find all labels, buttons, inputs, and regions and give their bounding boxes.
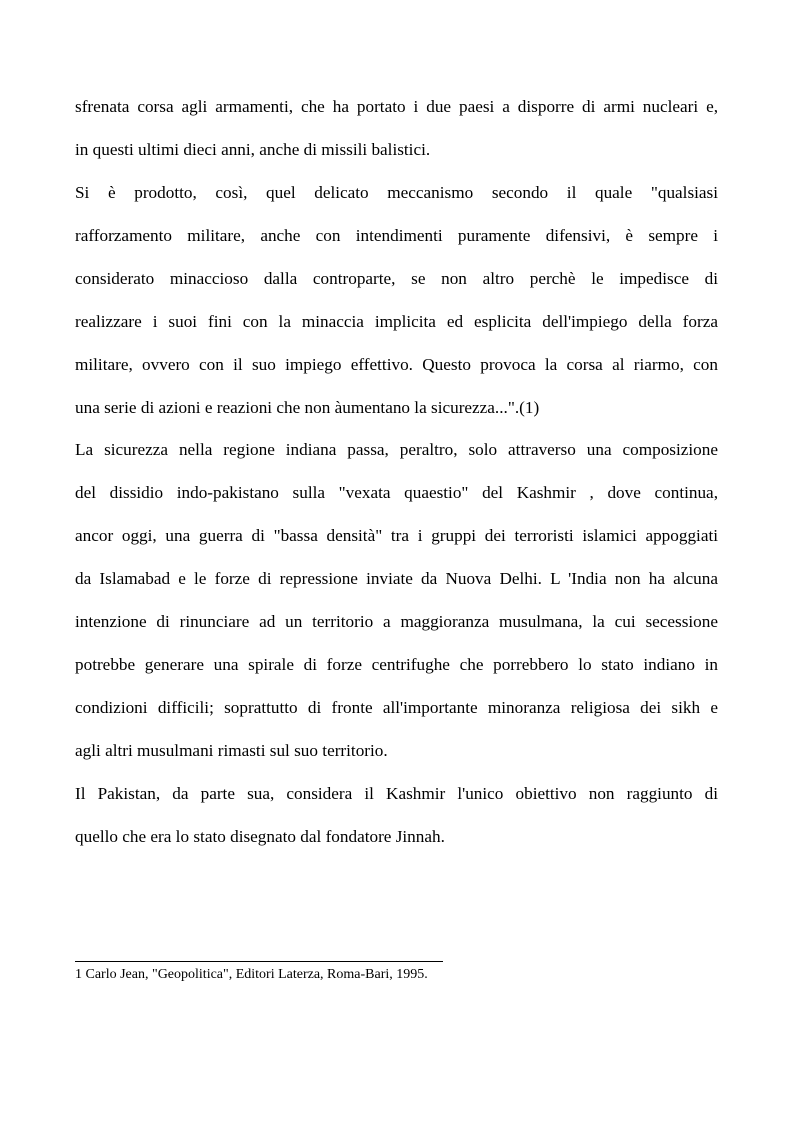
body-text-line: Si è prodotto, così, quel delicato meccanismo secondo il quale "qualsiasi [75, 183, 718, 202]
body-text-line: una serie di azioni e reazioni che non àumentano la sicurezza...".(1) [75, 398, 540, 417]
body-text-line: Il Pakistan, da parte sua, considera il Kashmir l'unico obiettivo non raggiunto di [75, 784, 718, 803]
body-text-line: agli altri musulmani rimasti sul suo territorio. [75, 741, 388, 760]
body-text-line: rafforzamento militare, anche con intendimenti puramente difensivi, è sempre i [75, 226, 718, 245]
body-text-line: ancor oggi, una guerra di "bassa densità" tra i gruppi dei terroristi islamici appoggiati [75, 526, 718, 545]
body-text-line: quello che era lo stato disegnato dal fondatore Jinnah. [75, 827, 445, 846]
body-text-line: condizioni difficili; soprattutto di fronte all'importante minoranza religiosa dei sikh e [75, 698, 718, 717]
body-text-line: considerato minaccioso dalla controparte, se non altro perchè le impedisce di [75, 269, 718, 288]
body-text-line: da Islamabad e le forze di repressione inviate da Nuova Delhi. L 'India non ha alcuna [75, 569, 718, 588]
body-text-line: del dissidio indo-pakistano sulla "vexata quaestio" del Kashmir , dove continua, [75, 483, 718, 502]
body-text-line: in questi ultimi dieci anni, anche di missili balistici. [75, 140, 431, 159]
body-text-line: intenzione di rinunciare ad un territorio a maggioranza musulmana, la cui secessione [75, 612, 718, 631]
body-text-line: militare, ovvero con il suo impiego effettivo. Questo provoca la corsa al riarmo, con [75, 355, 718, 374]
body-text-line: potrebbe generare una spirale di forze centrifughe che porrebbero lo stato indiano in [75, 655, 718, 674]
body-text-line: sfrenata corsa agli armamenti, che ha portato i due paesi a disporre di armi nucleari e, [75, 97, 718, 116]
body-text-line: La sicurezza nella regione indiana passa, peraltro, solo attraverso una composizione [75, 440, 718, 459]
footnote-separator [75, 961, 443, 962]
footnote: 1 Carlo Jean, "Geopolitica", Editori Laterza, Roma-Bari, 1995. [75, 967, 428, 982]
body-text-line: realizzare i suoi fini con la minaccia implicita ed esplicita dell'impiego della forza [75, 312, 718, 331]
